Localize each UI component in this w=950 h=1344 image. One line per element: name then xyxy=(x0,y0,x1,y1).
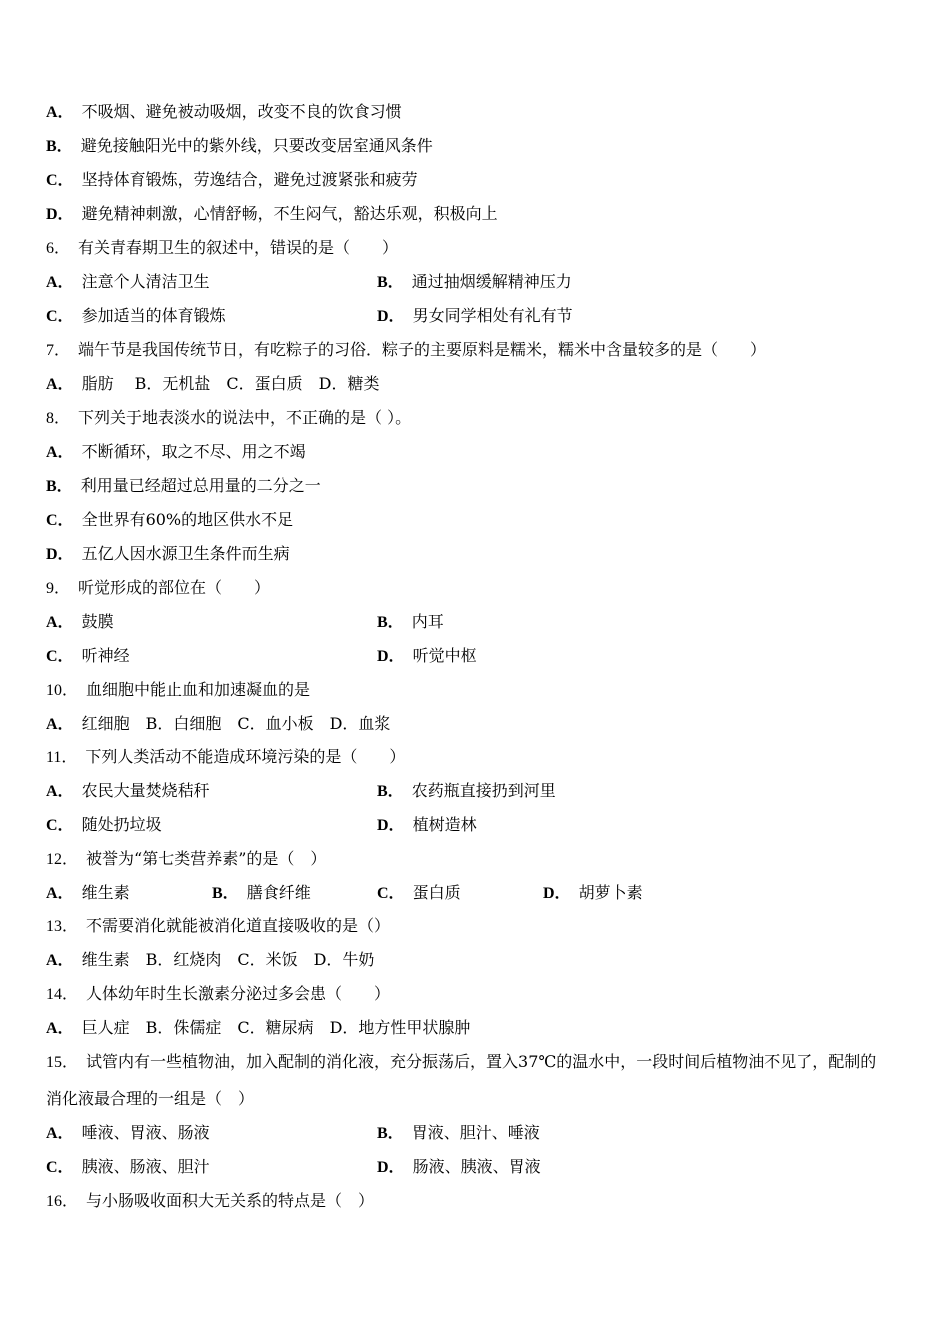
q8-option-b xyxy=(46,475,321,498)
option-text: 巨人症 B．侏儒症 C．糖尿病 D．地方性甲状腺肿 xyxy=(81,1018,471,1037)
option-text: 利用量已经超过总用量的二分之一 xyxy=(80,476,321,495)
q7-options xyxy=(46,373,379,396)
option-label: D． xyxy=(543,885,571,902)
q15-stem-line1 xyxy=(46,1051,906,1074)
option-label: C． xyxy=(377,885,405,902)
option-text: 注意个人清洁卫生 xyxy=(81,272,210,291)
option-label: C． xyxy=(46,308,74,325)
option-label: C． xyxy=(46,1159,74,1176)
question-text: 下列人类活动不能造成环境污染的是（ ） xyxy=(85,747,406,766)
q16-stem xyxy=(46,1190,374,1213)
option-label: A． xyxy=(46,614,74,631)
q12-option-c xyxy=(377,882,461,905)
option-text: 坚持体育锻炼，劳逸结合，避免过渡紧张和疲劳 xyxy=(81,170,418,189)
q12-option-b xyxy=(212,882,311,905)
q15-option-d xyxy=(377,1156,541,1179)
q10-options xyxy=(46,713,390,736)
q6-stem xyxy=(46,237,398,260)
question-number: 15． xyxy=(46,1054,79,1071)
option-label: B． xyxy=(46,478,73,495)
q12-option-a xyxy=(46,882,130,905)
q5-option-d xyxy=(46,203,498,226)
option-label: A． xyxy=(46,376,74,393)
question-text: 端午节是我国传统节日，有吃粽子的习俗．粽子的主要原料是糯米，糯米中含量较多的是（ ） xyxy=(78,340,767,359)
q5-option-a xyxy=(46,101,402,124)
option-label: C． xyxy=(46,512,74,529)
q15-option-a xyxy=(46,1122,210,1145)
option-label: B． xyxy=(377,614,404,631)
q5-option-b xyxy=(46,135,433,158)
option-text: 五亿人因水源卫生条件而生病 xyxy=(81,544,290,563)
option-label: C． xyxy=(46,817,74,834)
question-text: 有关青春期卫生的叙述中，错误的是（ ） xyxy=(78,238,399,257)
option-text: 维生素 xyxy=(81,883,130,902)
option-text: 脂肪 B．无机盐 C．蛋白质 D．糖类 xyxy=(81,374,380,393)
option-label: D． xyxy=(46,546,74,563)
option-text: 全世界有60%的地区供水不足 xyxy=(81,510,294,529)
option-text: 胃液、胆汁、唾液 xyxy=(411,1123,540,1142)
option-label: D． xyxy=(377,817,405,834)
option-label: C． xyxy=(46,172,74,189)
option-label: A． xyxy=(46,716,74,733)
question-number: 9． xyxy=(46,580,71,597)
q6-option-c xyxy=(46,305,226,328)
option-label: A． xyxy=(46,274,74,291)
option-label: D． xyxy=(46,206,74,223)
question-number: 7． xyxy=(46,342,71,359)
option-label: A． xyxy=(46,1020,74,1037)
option-label: B． xyxy=(212,885,239,902)
option-label: A． xyxy=(46,1125,74,1142)
q7-stem xyxy=(46,339,766,362)
question-text: 下列关于地表淡水的说法中，不正确的是（ ）。 xyxy=(78,408,412,427)
q15-option-b xyxy=(377,1122,540,1145)
option-text: 肠液、胰液、胃液 xyxy=(412,1157,541,1176)
option-text: 随处扔垃圾 xyxy=(81,815,162,834)
option-label: A． xyxy=(46,885,74,902)
q8-option-c xyxy=(46,509,293,532)
q8-option-a xyxy=(46,441,306,464)
question-text: 与小肠吸收面积大无关系的特点是（ ） xyxy=(86,1191,375,1210)
option-label: D． xyxy=(377,648,405,665)
option-text: 通过抽烟缓解精神压力 xyxy=(411,272,572,291)
q9-option-d xyxy=(377,645,477,668)
option-text: 不吸烟、避免被动吸烟，改变不良的饮食习惯 xyxy=(81,102,402,121)
q9-option-c xyxy=(46,645,130,668)
question-number: 6． xyxy=(46,240,71,257)
option-text: 内耳 xyxy=(411,612,444,631)
option-text: 维生素 B．红烧肉 C．米饭 D．牛奶 xyxy=(81,950,375,969)
question-number: 16． xyxy=(46,1193,79,1210)
question-number: 11． xyxy=(46,749,78,766)
option-label: D． xyxy=(377,308,405,325)
q13-stem xyxy=(46,915,390,938)
q15-stem-line2 xyxy=(46,1088,254,1110)
q13-options xyxy=(46,949,374,972)
option-text: 听觉中枢 xyxy=(412,646,477,665)
question-number: 12． xyxy=(46,851,79,868)
option-label: D． xyxy=(377,1159,405,1176)
option-label: C． xyxy=(46,648,74,665)
option-label: A． xyxy=(46,104,74,121)
q9-option-a xyxy=(46,611,114,634)
option-label: B． xyxy=(377,274,404,291)
q12-stem xyxy=(46,848,326,871)
option-text: 农民大量焚烧秸秆 xyxy=(81,781,210,800)
q12-option-d xyxy=(543,882,643,905)
question-number: 13． xyxy=(46,918,79,935)
q11-option-a xyxy=(46,780,210,803)
q10-stem xyxy=(46,679,310,702)
question-text: 人体幼年时生长激素分泌过多会患（ ） xyxy=(86,984,391,1003)
option-label: B． xyxy=(46,138,73,155)
question-text: 不需要消化就能被消化道直接吸收的是（） xyxy=(86,916,391,935)
q11-option-d xyxy=(377,814,477,837)
option-text: 鼓膜 xyxy=(81,612,114,631)
option-text: 胡萝卜素 xyxy=(578,883,643,902)
q11-stem xyxy=(46,746,405,769)
q8-option-d xyxy=(46,543,290,566)
q9-stem xyxy=(46,577,270,600)
option-text: 听神经 xyxy=(81,646,130,665)
question-number: 8． xyxy=(46,410,71,427)
option-text: 蛋白质 xyxy=(412,883,461,902)
option-label: A． xyxy=(46,952,74,969)
option-label: B． xyxy=(377,1125,404,1142)
option-text: 避免接触阳光中的紫外线，只要改变居室通风条件 xyxy=(80,136,433,155)
q8-stem xyxy=(46,407,411,430)
question-text: 听觉形成的部位在（ ） xyxy=(78,578,271,597)
q6-option-a xyxy=(46,271,210,294)
question-text: 血细胞中能止血和加速凝血的是 xyxy=(86,680,311,699)
q14-stem xyxy=(46,983,390,1006)
option-text: 唾液、胃液、肠液 xyxy=(81,1123,210,1142)
question-text: 被誉为“第七类营养素”的是（ ） xyxy=(86,849,327,868)
q5-option-c xyxy=(46,169,418,192)
option-label: B． xyxy=(377,783,404,800)
option-text: 红细胞 B．白细胞 C．血小板 D．血浆 xyxy=(81,714,391,733)
option-text: 不断循环，取之不尽、用之不竭 xyxy=(81,442,306,461)
option-text: 参加适当的体育锻炼 xyxy=(81,306,226,325)
option-text: 避免精神刺激，心情舒畅，不生闷气，豁达乐观，积极向上 xyxy=(81,204,498,223)
q11-option-b xyxy=(377,780,556,803)
option-label: A． xyxy=(46,444,74,461)
q6-option-d xyxy=(377,305,573,328)
q11-option-c xyxy=(46,814,162,837)
q15-option-c xyxy=(46,1156,210,1179)
q14-options xyxy=(46,1017,470,1040)
question-text: 消化液最合理的一组是（ ） xyxy=(46,1089,255,1108)
question-number: 14． xyxy=(46,986,79,1003)
option-text: 胰液、肠液、胆汁 xyxy=(81,1157,210,1176)
option-text: 男女同学相处有礼有节 xyxy=(412,306,573,325)
option-text: 膳食纤维 xyxy=(246,883,311,902)
question-text: 试管内有一些植物油，加入配制的消化液，充分振荡后，置入37℃的温水中，一段时间后植物油不见了，配制的 xyxy=(86,1052,877,1071)
q9-option-b xyxy=(377,611,444,634)
option-text: 植树造林 xyxy=(412,815,477,834)
option-label: A． xyxy=(46,783,74,800)
question-number: 10． xyxy=(46,682,79,699)
q6-option-b xyxy=(377,271,572,294)
option-text: 农药瓶直接扔到河里 xyxy=(411,781,556,800)
